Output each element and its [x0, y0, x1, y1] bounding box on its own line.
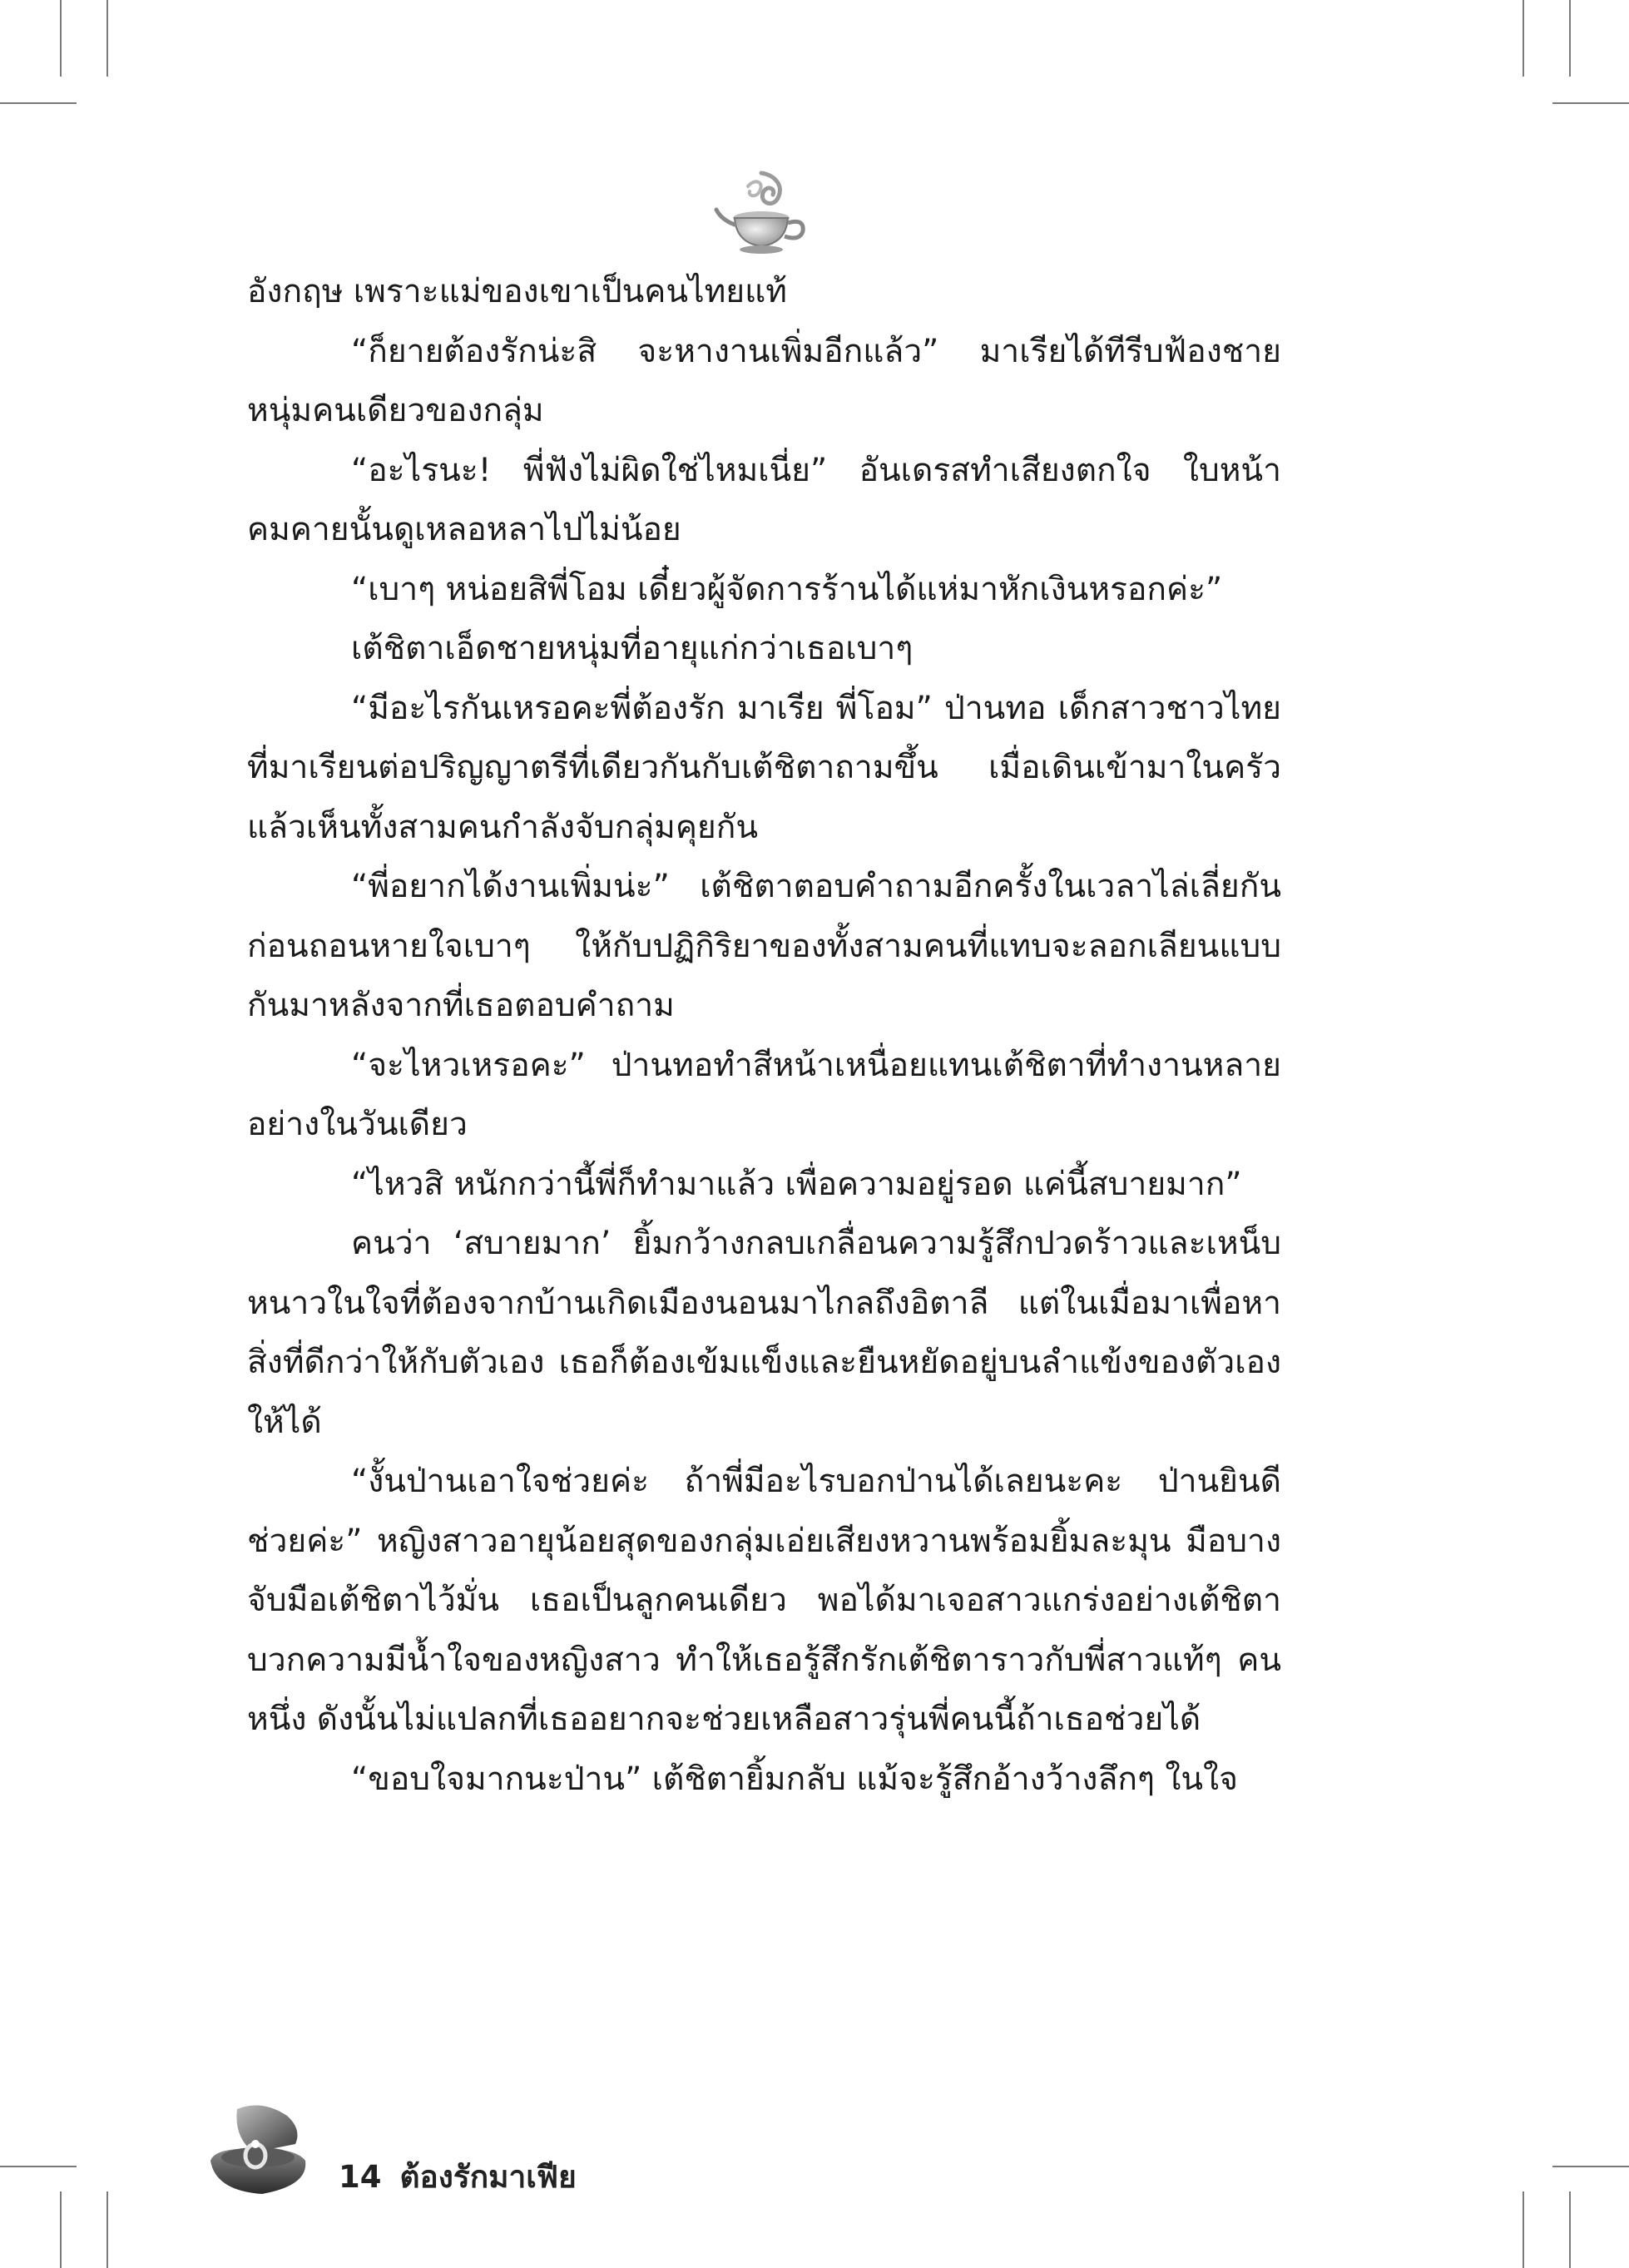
crop-mark — [1569, 2191, 1571, 2268]
crop-mark — [1552, 102, 1629, 104]
paragraph: “มีอะไรกันเหรอคะพี่ต้องรัก มาเรีย พี่โอม” ป่านทอ เด็กสาวชาวไทยที่มาเรียนต่อปริญญาตรีที่เดียวกันกับเต้ชิตาถามขึ้น เมื่อเดินเข้ามาในครัวแล้วเห็นทั้งสามคนกำลังจับกลุ่มคุยกัน — [247, 689, 1281, 846]
crop-mark — [0, 102, 77, 104]
crop-mark — [106, 2191, 108, 2268]
crop-mark — [60, 2191, 62, 2268]
paragraph: “พี่อยากได้งานเพิ่มน่ะ” เต้ชิตาตอบคำถามอีกครั้งในเวลาไล่เลี่ยกันก่อนถอนหายใจเบาๆ ให้กับปฏิกิริยาของทั้งสามคนที่แทบจะลอกเลียนแบบกันมาหลังจากที่เธอตอบคำถาม — [247, 868, 1281, 1024]
crop-mark — [1523, 0, 1524, 77]
body-text — [247, 262, 1281, 1809]
teapot-ornament-icon — [711, 166, 811, 266]
ring-box-icon — [204, 2101, 316, 2201]
paragraph: “งั้นป่านเอาใจช่วยค่ะ ถ้าพี่มีอะไรบอกป่านได้เลยนะคะ ป่านยินดีช่วยค่ะ” หญิงสาวอายุน้อยสุดของกลุ่มเอ่ยเสียงหวานพร้อมยิ้มละมุน มือบางจับมือเต้ชิตาไว้มั่น เธอเป็นลูกคนเดียว พอได้มาเจอสาวแกร่งอย่างเต้ชิตา บวกความมีน้ำใจของหญิงสาว ทำให้เธอรู้สึกรักเต้ชิตาราวกับพี่สาวแท้ๆ คนหนึ่ง ดังนั้นไม่แปลกที่เธออยากจะช่วยเหลือสาวรุ่นพี่คนนี้ถ้าเธอช่วยได้ — [247, 1463, 1281, 1738]
paragraph: อังกฤษ เพราะแม่ของเขาเป็นคนไทยแท้ — [247, 273, 788, 310]
page-folio — [339, 2152, 595, 2201]
crop-mark — [0, 2166, 77, 2167]
crop-mark — [106, 0, 108, 77]
crop-mark — [60, 0, 62, 77]
paragraph: “ก็ยายต้องรักน่ะสิ จะหางานเพิ่มอีกแล้ว” มาเรียได้ทีรีบฟ้องชายหนุ่มคนเดียวของกลุ่ม — [247, 332, 1281, 429]
crop-mark — [1552, 2166, 1629, 2167]
paragraph: เต้ชิตาเอ็ดชายหนุ่มที่อายุแก่กว่าเธอเบาๆ — [351, 630, 914, 667]
crop-mark — [1523, 2191, 1524, 2268]
paragraph: “จะไหวเหรอคะ” ป่านทอทำสีหน้าเหนื่อยแทนเต้ชิตาที่ทำงานหลายอย่างในวันเดียว — [247, 1046, 1281, 1143]
paragraph: “ไหวสิ หนักกว่านี้พี่ก็ทำมาแล้ว เพื่อความอยู่รอด แค่นี้สบายมาก” — [351, 1165, 1242, 1203]
crop-mark — [1569, 0, 1571, 77]
page-footer — [204, 2101, 786, 2226]
book-title: ต้องรักมาเฟีย — [399, 2159, 577, 2195]
paragraph: “อะไรนะ! พี่ฟังไม่ผิดใช่ไหมเนี่ย” อันเดรสทำเสียงตกใจ ใบหน้าคมคายนั้นดูเหลอหลาไปไม่น้อย — [247, 451, 1281, 548]
page-number: 14 — [339, 2159, 382, 2195]
paragraph: “ขอบใจมากนะป่าน” เต้ชิตายิ้มกลับ แม้จะรู้สึกอ้างว้างลึกๆ ในใจ — [351, 1760, 1238, 1798]
paragraph: คนว่า ‘สบายมาก’ ยิ้มกว้างกลบเกลื่อนความรู้สึกปวดร้าวและเหน็บหนาวในใจที่ต้องจากบ้านเกิดเมืองนอนมาไกลถึงอิตาลี แต่ในเมื่อมาเพื่อหาสิ่งที่ดีกว่าให้กับตัวเอง เธอก็ต้องเข้มแข็งและยืนหยัดอยู่บนลำแข้งของตัวเองให้ได้ — [247, 1225, 1281, 1441]
paragraph: “เบาๆ หน่อยสิพี่โอม เดี๋ยวผู้จัดการร้านได้แห่มาหักเงินหรอกค่ะ” — [351, 570, 1223, 608]
